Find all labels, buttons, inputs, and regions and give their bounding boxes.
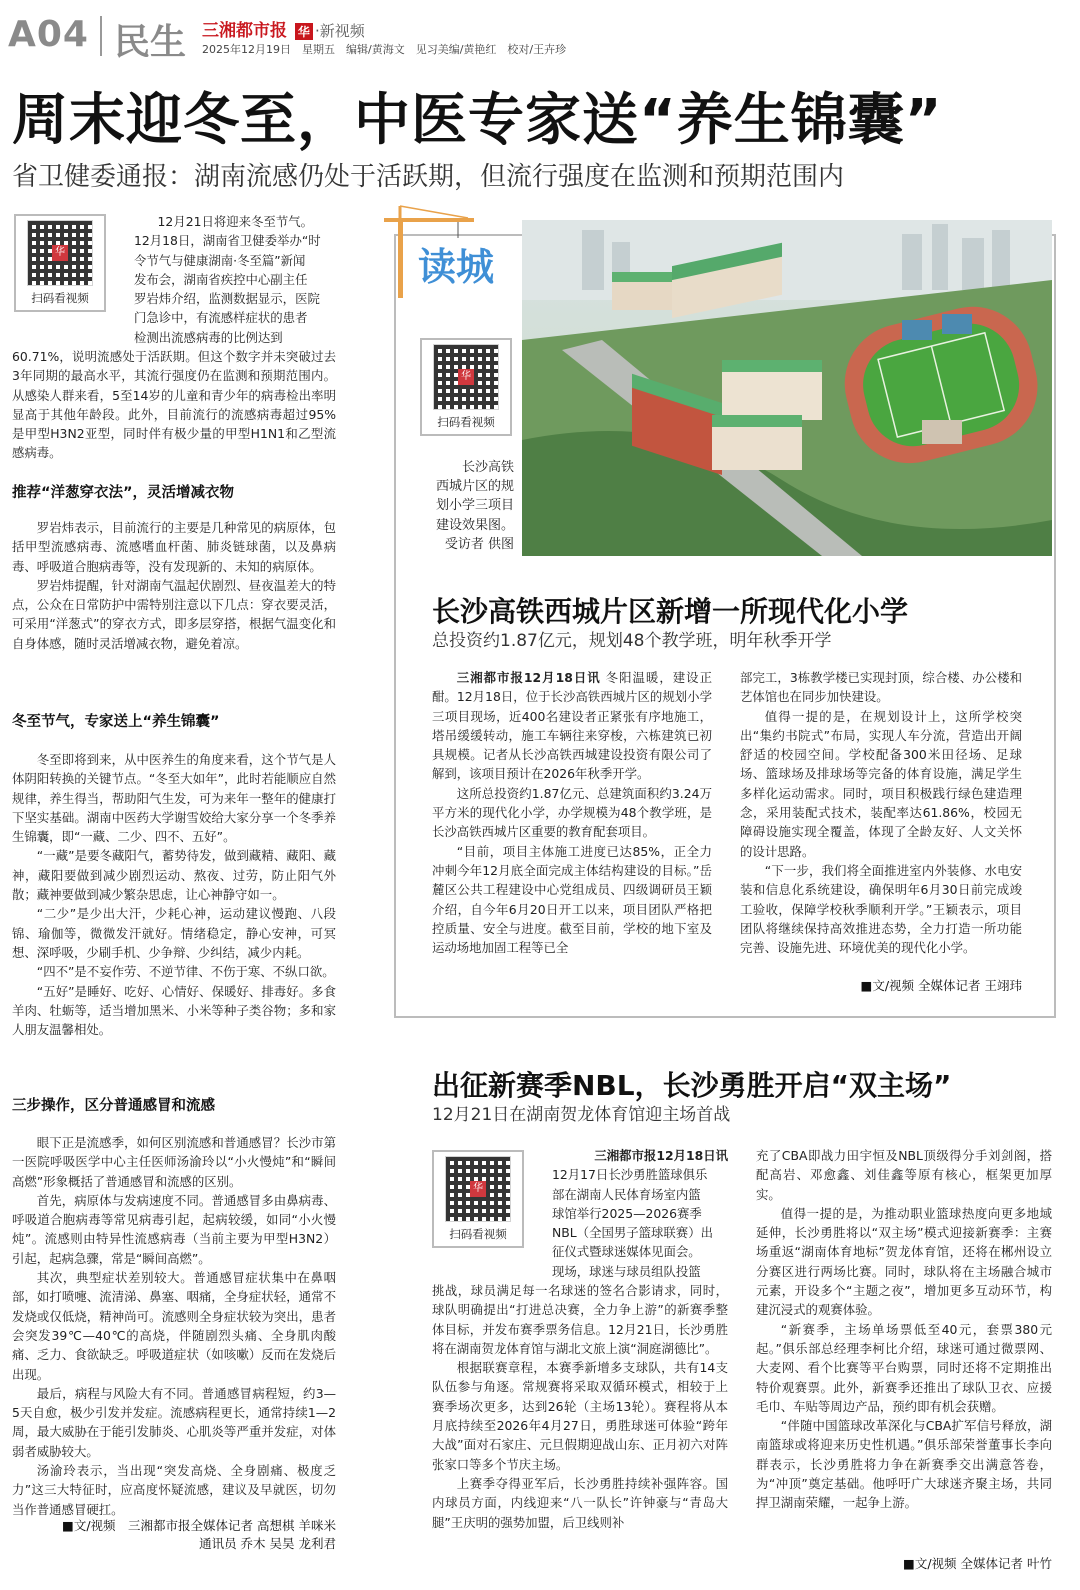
lead-intro-line: 令节气与健康湖南·冬至篇”新闻 [134, 252, 306, 268]
lead-intro-rest [12, 347, 336, 463]
paragraph: “四不”是不妄作劳、不逆节律、不伤于寒、不纵口欲。 [36, 964, 335, 980]
caption-line: 西城片区的规 [435, 479, 514, 495]
lead-section3-title: 三步操作，区分普通感冒和流感 [12, 1098, 215, 1114]
caption-line: 划小学三项目 [435, 498, 514, 514]
paragraph: 值得一提的是，为推动职业篮球热度向更多地域延伸，长沙勇胜将以“双主场”模式迎接新赛季：主赛场重返“湖南体育地标”贺龙体育馆，还将在郴州设立分赛区进行两场比赛。同时，球队将在主场融合城市元素，开设多个“主题之夜”，增加更多互动环节，构建沉浸式的观赛体验。 [756, 1205, 1052, 1318]
paragraph: 罗岩炜表示，目前流行的主要是几种常见的病原体，包括甲型流感病毒、流感嗜血杆菌、肺炎链球菌，以及鼻病毒、呼吸道合胞病毒等，没有发现新的、未知的病原体。 [12, 520, 336, 574]
lead-section1-title: 推荐“洋葱穿衣法”，灵活增减衣物 [12, 485, 235, 501]
paragraph: 首先，病原体与发病速度不同。普通感冒多由鼻病毒、呼吸道合胞病毒等常见病毒引起，起病较缓，如同“小火慢炖”。流感则由特异性流感病毒（当前主要为甲型H3N2）引起，起病急骤，常是“瞬间高燃”。 [12, 1192, 336, 1266]
paragraph: 挑战，球员满足每一名球迷的签名合影请求，同时，球队明确提出“打进总决赛，全力争上游”的新赛季整体目标，并发布赛季票务信息。12月21日，长沙勇胜将在湖南贺龙体育馆与湖北文旅上演“洞庭湖德比”。 [432, 1283, 728, 1356]
paragraph: “一藏”是要冬藏阳气，蓄势待发，做到藏精、藏阳、藏神，藏阳要做到减少剧烈运动、熬夜、过劳，防止阳气外散；藏神要做到减少繁杂思虑，让心神静守如一。 [12, 848, 336, 903]
qr-code-icon[interactable] [27, 220, 93, 286]
qr-code-icon[interactable] [445, 1156, 511, 1222]
qr-logo-icon: 华 [470, 1181, 486, 1197]
nbl-col2 [756, 1146, 1052, 1513]
nbl-qr-box[interactable] [432, 1150, 524, 1248]
video-brand: ·新视频 [314, 22, 365, 40]
school-title: 长沙高铁西城片区新增一所现代化小学 [432, 595, 909, 628]
school-byline: ■文/视频 全媒体记者 王翊玮 [860, 978, 1022, 993]
paragraph [432, 668, 712, 784]
byline-line: 通讯员 乔木 吴昊 龙利君 [199, 1536, 336, 1551]
caption-line: 长沙高铁 [461, 460, 514, 475]
video-badge-icon: 华 [295, 23, 313, 40]
paper-name: 三湘都市报 [202, 21, 287, 41]
lead-headline: 周末迎冬至，中医专家送“养生锦囊” [12, 88, 943, 153]
paragraph: “二少”是少出大汗，少耗心神，运动建议慢跑、八段锦、瑜伽等，微微发汗就好。情绪稳定，静心安神，可冥想、深呼吸，少刷手机、少争辩、少纠结，减少内耗。 [12, 906, 336, 960]
paragraph: 充了CBA即战力田宇恒及NBL顶级得分手刘剑阁，搭配高岩、邓愈鑫、刘佳鑫等原有核心，框架更加厚实。 [756, 1148, 1052, 1202]
paragraph: 根据联赛章程，本赛季新增多支球队，共有14支队伍参与角逐。常规赛将采取双循环模式，相较于上赛季场次更多，达到26轮（主场13轮）。赛程将从本月底持续至2026年4月27日，勇胜球迷可体验“跨年大战”面对石家庄、元旦假期迎战山东、正月初六对阵张家口等多个节庆主场。 [432, 1360, 728, 1472]
lead-intro-line: 12月21日将迎来冬至节气。 [157, 214, 313, 229]
lead-intro-line: 门急诊中，有流感样症状的患者 [134, 310, 308, 326]
paragraph: 眼下正是流感季，如何区别流感和普通感冒？长沙市第一医院呼吸医学中心主任医师汤渝玲以“小火慢炖”和“瞬间高燃”形象概括了普通感冒和流感的区别。 [12, 1135, 336, 1189]
dateline: 三湘都市报12月18日讯 [456, 670, 601, 685]
paragraph: 罗岩炜提醒，针对湖南气温起伏剧烈、昼夜温差大的特点，公众在日常防护中需特别注意以下几点：穿衣要灵活，可采用“洋葱式”的穿衣方式，即多层穿搭，根据气温变化和自身体感，随时灵活增减衣物，避免着凉。 [12, 577, 336, 651]
school-rendering-image [522, 220, 1052, 556]
ducheng-logo: 读城 [418, 245, 495, 289]
masthead-divider [100, 16, 102, 56]
lead-section2-title: 冬至节气，专家送上“养生锦囊” [12, 714, 220, 730]
school-col1 [432, 668, 712, 957]
nbl-intro-line: NBL（全国男子篮球联赛）出 [552, 1225, 713, 1241]
paragraph: 上赛季夺得亚军后，长沙勇胜持续补强阵容。国内球员方面，内线迎来“八一队长”许钟豪与“青岛大腿”王庆明的强势加盟，后卫线则补 [432, 1475, 728, 1530]
lead-qr-box[interactable] [14, 214, 106, 312]
paragraph: 其次，典型症状差别较大。普通感冒症状集中在鼻咽部，如打喷嚏、流清涕、鼻塞、咽痛，全身症状轻，通常不发烧或仅低烧，精神尚可。流感则全身症状较为突出，患者会突发39℃—40℃的高烧，伴随剧烈头痛、全身肌肉酸痛、乏力、食欲缺乏。呼吸道症状（如咳嗽）反而在发烧后出现。 [12, 1270, 336, 1382]
lead-intro-line: 罗岩炜介绍，监测数据显示，医院 [134, 291, 320, 307]
page-number: A04 [8, 14, 89, 55]
lead-section2-body [12, 750, 336, 1039]
nbl-intro-line: 现场，球迷与球员组队投篮 [552, 1263, 701, 1279]
nbl-intro-line: 征仪式暨球迷媒体见面会。 [552, 1244, 701, 1260]
nbl-intro-line: 部在湖南人民体育场室内篮 [552, 1186, 701, 1202]
lead-section1-body [12, 518, 336, 653]
lead-byline [12, 1516, 336, 1552]
qr-logo-icon: 华 [52, 245, 68, 261]
nbl-intro-line: 球馆举行2025—2026赛季 [552, 1205, 702, 1221]
lead-intro-line: 检测出流感病毒的比例达到 [134, 329, 283, 345]
paragraph: “下一步，我们将全面推进室内外装修、水电安装和信息化系统建设，确保明年6月30日前完成竣工验收，保障学校秋季顺利开学。”王颖表示，项目团队将继续保持高效推进态势，全力打造一所功能完善、设施先进、环境优美的现代化小学。 [740, 862, 1022, 956]
paragraph: “伴随中国篮球改革深化与CBA扩军信号释放，湖南篮球或将迎来历史性机遇。”俱乐部荣誉董事长李向群表示，长沙勇胜将力争在新赛季交出满意答卷，为“冲顶”奠定基础。他呼吁广大球迷齐聚主场，共同捍卫湖南荣耀，一起争上游。 [756, 1418, 1052, 1511]
lead-intro-text: 60.71%，说明流感处于活跃期。但这个数字并未突破过去3年同期的最高水平，其流行强度仍在监测和预期范围内。从感染人群来看，5至14岁的儿童和青少年的病毒检出率明显高于其他年龄段。此外，目前流行的流感病毒超过95%是甲型H3N2亚型，同时伴有极少量的甲型H1N1和乙型流感病毒。 [12, 349, 336, 461]
qr-label: 扫码看视频 [31, 291, 89, 305]
qr-logo-icon: 华 [458, 369, 474, 385]
lead-intro-line: 发布会，湖南省疾控中心副主任 [134, 271, 308, 287]
lead-intro-line: 12月18日，湖南省卫健委举办“时 [134, 233, 321, 249]
lead-section3-body [12, 1133, 336, 1519]
paper-logo [202, 16, 365, 41]
nbl-title: 出征新赛季NBL，长沙勇胜开启“双主场” [432, 1069, 952, 1102]
byline-line: ■文/视频 三湘都市报全媒体记者 高想棋 羊咪米 [62, 1518, 336, 1533]
caption-line: 建设效果图。 [435, 517, 514, 533]
caption-line: 受访者 供图 [444, 536, 514, 552]
paragraph: 汤渝玲表示，当出现“突发高烧、全身剧痛、极度乏力”这三大特征时，应高度怀疑流感，建议及早就医，切勿当作普通感冒硬扛。 [12, 1463, 336, 1517]
paragraph: 冬至即将到来，从中医养生的角度来看，这个节气是人体阴阳转换的关键节点。“冬至大如年”，此时若能顺应自然规律，养生得当，帮助阳气生发，可为来年一整年的健康打下坚实基础。湖南中医药大学谢雪姣给大家分享一个冬季养生锦囊，即“一藏、二少、四不、五好”。 [12, 752, 336, 845]
nbl-subtitle: 12月21日在湖南贺龙体育馆迎主场首战 [432, 1105, 731, 1125]
qr-label: 扫码看视频 [437, 415, 495, 429]
paragraph: 部完工，3栋教学楼已实现封顶，综合楼、办公楼和艺体馆也在同步加快建设。 [740, 670, 1022, 705]
qr-label: 扫码看视频 [449, 1227, 507, 1241]
nbl-intro-line: 12月17日长沙勇胜篮球俱乐 [552, 1167, 708, 1183]
qr-code-icon[interactable] [433, 344, 499, 410]
paragraph: 这所总投资约1.87亿元、总建筑面积约3.24万平方米的现代化小学，办学规模为48个教学班，是长沙高铁西城片区重要的教育配套项目。 [432, 785, 712, 840]
paragraph: 值得一提的是，在规划设计上，这所学校突出“集约书院式”布局，实现人车分流，营造出开阔舒适的校园空间。学校配备300米田径场、足球场、篮球场及排球场等完备的体育设施，满足学生多样化运动需求。同时，项目积极践行绿色建造理念，采用装配式技术，装配率达61.86%，校园无障碍设施实现全覆盖，体现了全龄友好、人文关怀的设计思路。 [740, 708, 1022, 859]
school-col2 [740, 668, 1022, 957]
nbl-col1 [432, 1281, 728, 1532]
nbl-byline: ■文/视频 全媒体记者 叶竹 [903, 1556, 1052, 1571]
paragraph-text: 冬阳温暖，建设正酣。12月18日，位于长沙高铁西城片区的规划小学三项目现场，近400名建设者正紧张有序地施工，塔吊缓缓转动，施工车辆往来穿梭，六栋建筑已初具规模。记者从长沙高铁西城建设投资有限公司了解到，该项目预计在2026年秋季开学。 [432, 670, 712, 782]
paragraph: “五好”是睡好、吃好、心情好、保暖好、排毒好。多食羊肉、牡蛎等，适当增加黑米、小米等种子类谷物；多和家人朋友温馨相处。 [12, 983, 336, 1038]
paragraph: “新赛季，主场单场票低至40元，套票380元起。”俱乐部总经理李柯比介绍，球迷可通过微票网、大麦网、看个比赛等平台购票，同时还将不定期推出特价观赛票。此外，新赛季还推出了球队卫衣、应援毛巾、车贴等周边产品，预约即有机会获赠。 [756, 1321, 1052, 1414]
school-subtitle: 总投资约1.87亿元，规划48个教学班，明年秋季开学 [432, 631, 832, 651]
school-qr-box[interactable] [420, 338, 512, 436]
lead-subheadline: 省卫健委通报：湖南流感仍处于活跃期，但流行强度在监测和预期范围内 [12, 162, 845, 192]
edition-meta: 2025年12月19日 星期五 编辑/黄海文 见习美编/黄艳红 校对/王卉珍 [202, 43, 567, 56]
section-name: 民生 [114, 22, 187, 63]
dateline: 三湘都市报12月18日讯 [594, 1148, 728, 1163]
paragraph: “目前，项目主体施工进度已达85%，正全力冲刺今年12月底全面完成主体结构建设的目标。”岳麓区公共工程建设中心党组成员、四级调研员王颖介绍，自今年6月20日开工以来，项目团队严格把控质量、安全与进度。截至目前，学校的地下室及运动场地加固工程等已全 [432, 843, 712, 956]
paragraph: 最后，病程与风险大有不同。普通感冒病程短，约3—5天自愈，极少引发并发症。流感病程更长，通常持续1—2周，最大威胁在于能引发肺炎、心肌炎等严重并发症，对体弱者威胁较大。 [12, 1385, 336, 1459]
photo-caption [418, 458, 514, 554]
nbl-intro-wrapped [552, 1146, 728, 1281]
lead-intro-wrapped [134, 212, 336, 347]
